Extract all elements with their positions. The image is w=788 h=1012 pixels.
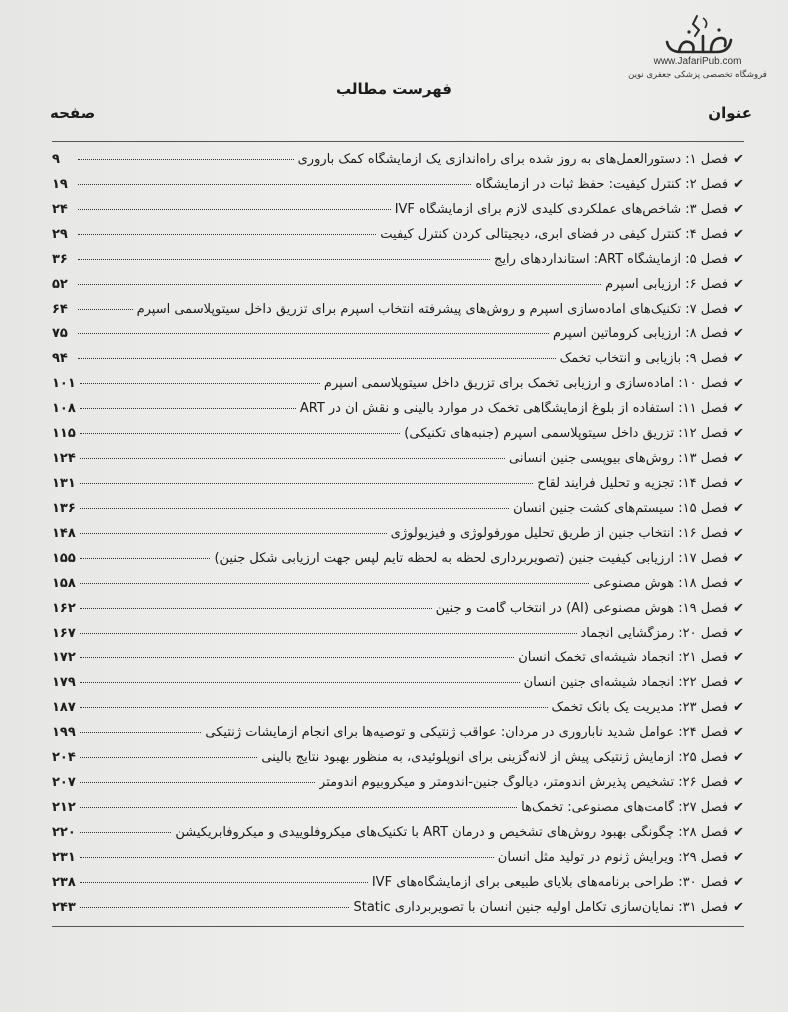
column-header-page: صفحه: [50, 104, 96, 122]
toc-entry-page-number: ۱۷۲: [52, 650, 76, 666]
dot-leader: [80, 383, 320, 384]
checkmark-icon: ✔: [733, 550, 744, 566]
toc-entry[interactable]: [52, 775, 744, 797]
toc-entry-page-number: ۱۳۱: [52, 475, 76, 491]
toc-entry[interactable]: [52, 376, 744, 398]
dot-leader: [80, 757, 258, 758]
dot-leader: [80, 583, 589, 584]
toc-entry-page-number: ۲۳۸: [52, 874, 76, 890]
checkmark-icon: ✔: [733, 152, 744, 167]
toc-entry-page-number: ۲۳۱: [52, 849, 76, 865]
checkmark-icon: ✔: [733, 276, 744, 292]
checkmark-icon: ✔: [733, 451, 744, 467]
dot-leader: [80, 882, 368, 883]
dot-leader: [80, 907, 350, 908]
toc-entry[interactable]: [52, 501, 744, 523]
toc-entry[interactable]: [52, 650, 744, 672]
toc-entry[interactable]: [52, 277, 744, 299]
dot-leader: [80, 508, 509, 509]
checkmark-icon: ✔: [733, 700, 744, 716]
checkmark-icon: ✔: [733, 251, 744, 267]
toc-entry-page-number: ۹۴: [52, 351, 68, 367]
toc-entry[interactable]: [52, 725, 744, 747]
dot-leader: [80, 558, 211, 559]
toc-entry-page-number: ۲۰۴: [52, 750, 76, 766]
dot-leader: [80, 483, 533, 484]
toc-entry[interactable]: [52, 700, 744, 722]
toc-entry[interactable]: [52, 800, 744, 822]
checkmark-icon: ✔: [733, 201, 744, 217]
toc-entry-title: فصل ۲۹: ویرایش ژنوم در تولید مثل انسان: [497, 849, 729, 865]
dot-leader: [78, 184, 471, 185]
toc-entry-page-number: ۲۴۳: [52, 899, 76, 915]
dot-leader: [80, 707, 548, 708]
toc-entry-page-number: ۱۶۷: [52, 625, 76, 641]
checkmark-icon: ✔: [733, 750, 744, 766]
toc-entry-page-number: ۱۹: [52, 176, 68, 192]
toc-entry-page-number: ۱۹۹: [52, 725, 76, 741]
dot-leader: [78, 284, 601, 285]
toc-entry-page-number: ۱۴۸: [52, 525, 76, 541]
toc-entry[interactable]: [52, 451, 744, 473]
column-header-title: عنوان: [708, 104, 752, 122]
toc-entry-page-number: ۱۰۸: [52, 401, 76, 417]
toc-entry-page-number: ۱۲۴: [52, 451, 76, 467]
checkmark-icon: ✔: [733, 625, 744, 641]
toc-entry-title: فصل ۱۹: هوش مصنوعی (AI) در انتخاب گامت و جنین: [435, 600, 729, 616]
dot-leader: [80, 633, 577, 634]
dot-leader: [78, 234, 376, 235]
toc-entry[interactable]: [52, 302, 744, 324]
toc-entry-title: فصل ۱۸: هوش مصنوعی: [593, 575, 729, 591]
toc-entry-page-number: ۹: [52, 152, 60, 167]
checkmark-icon: ✔: [733, 575, 744, 591]
toc-entry[interactable]: [52, 675, 744, 697]
toc-entry[interactable]: [52, 825, 744, 847]
dot-leader: [80, 533, 387, 534]
toc-entry-page-number: ۲۲۰: [52, 824, 76, 840]
dot-leader: [80, 807, 517, 808]
toc-entry-title: فصل ۳: شاخص‌های عملکردی کلیدی لازم برای آزمایشگاه IVF: [394, 201, 729, 217]
checkmark-icon: ✔: [733, 176, 744, 192]
toc-entry-page-number: ۱۷۹: [52, 675, 76, 691]
checkmark-icon: ✔: [733, 500, 744, 516]
toc-entry[interactable]: [52, 202, 744, 224]
dot-leader: [80, 608, 432, 609]
toc-entry-title: فصل ۲۳: مدیریت یک بانک تخمک: [551, 700, 729, 716]
publisher-url: www.JafariPub.com: [653, 56, 742, 67]
checkmark-icon: ✔: [733, 849, 744, 865]
toc-entry[interactable]: [52, 626, 744, 648]
toc-entry-page-number: ۱۸۷: [52, 700, 76, 716]
top-divider: [52, 141, 744, 142]
dot-leader: [78, 159, 294, 160]
checkmark-icon: ✔: [733, 899, 744, 915]
toc-entry-title: فصل ۳۰: طراحی برنامه‌های بلایای طبیعی برای آزمایشگاه‌های IVF: [371, 874, 729, 890]
toc-entry-title: فصل ۶: ارزیابی اسپرم: [605, 276, 729, 292]
checkmark-icon: ✔: [733, 351, 744, 367]
toc-entry[interactable]: [52, 476, 744, 498]
dot-leader: [78, 333, 549, 334]
toc-entry-page-number: ۱۵۵: [52, 550, 76, 566]
checkmark-icon: ✔: [733, 775, 744, 791]
toc-entry[interactable]: [52, 227, 744, 249]
toc-entry-page-number: ۲۹: [52, 226, 68, 242]
dot-leader: [78, 358, 556, 359]
toc-entry-title: فصل ۲۶: تشخیص پذیرش اندومتر، دیالوگ جنین-آندومتر و میکروبیوم آندومتر: [319, 775, 729, 791]
toc-entry-page-number: ۱۶۲: [52, 600, 76, 616]
checkmark-icon: ✔: [733, 600, 744, 616]
toc-entry-page-number: ۱۳۶: [52, 500, 76, 516]
toc-entry-title: فصل ۱۰: آماده‌سازی و ارزیابی تخمک برای تزریق داخل سیتوپلاسمی اسپرم: [323, 376, 729, 392]
checkmark-icon: ✔: [733, 426, 744, 442]
toc-entry-title: فصل ۱۶: انتخاب جنین از طریق تحلیل مورفولوژی و فیزیولوژی: [390, 525, 729, 541]
toc-entry-page-number: ۲۱۲: [52, 799, 76, 815]
toc-entry[interactable]: [52, 601, 744, 623]
dot-leader: [80, 433, 400, 434]
checkmark-icon: ✔: [733, 475, 744, 491]
toc-entry-title: فصل ۲۴: عوامل شدید ناباروری در مردان: عواقب ژنتیکی و توصیه‌ها برای انجام آزمایشات ژنتیکی: [205, 725, 729, 741]
checkmark-icon: ✔: [733, 675, 744, 691]
checkmark-icon: ✔: [733, 226, 744, 242]
toc-entry-page-number: ۳۶: [52, 251, 68, 267]
dot-leader: [80, 458, 505, 459]
checkmark-icon: ✔: [733, 874, 744, 890]
toc-entry[interactable]: [52, 426, 744, 448]
toc-entry-page-number: ۱۰۱: [52, 376, 76, 392]
toc-entry[interactable]: [52, 351, 744, 373]
toc-entry-title: فصل ۱۷: ارزیابی کیفیت جنین (تصویربرداری لحظه به لحظه تایم لپس جهت ارزیابی شکل جنین): [214, 550, 729, 566]
checkmark-icon: ✔: [733, 525, 744, 541]
toc-entry-title: فصل ۲۸: چگونگی بهبود روش‌های تشخیص و درمان ART با تکنیک‌های میکروفلوییدی و میکروفابریکیشن: [175, 824, 729, 840]
jafari-logo-icon: [659, 12, 737, 58]
toc-entry-page-number: ۶۴: [52, 301, 68, 317]
toc-entry-page-number: ۲۴: [52, 201, 68, 217]
toc-entry-title: فصل ۱: دستورالعمل‌های به روز شده برای راه‌اندازی یک آزمایشگاه کمک باروری: [297, 152, 729, 167]
toc-entry-title: فصل ۱۵: سیستم‌های کشت جنین انسان: [513, 500, 729, 516]
toc-entry-title: فصل ۵: آزمایشگاه ART: استانداردهای رایج: [494, 251, 729, 267]
checkmark-icon: ✔: [733, 401, 744, 417]
dot-leader: [78, 309, 133, 310]
dot-leader: [78, 209, 391, 210]
toc-entry-title: فصل ۲۰: رمزگشایی انجماد: [580, 625, 729, 641]
checkmark-icon: ✔: [733, 650, 744, 666]
dot-leader: [78, 259, 490, 260]
dot-leader: [80, 657, 514, 658]
publisher-shop-name: فروشگاه تخصصی پزشکی جعفری نوین: [628, 70, 767, 80]
checkmark-icon: ✔: [733, 301, 744, 317]
checkmark-icon: ✔: [733, 799, 744, 815]
toc-entry[interactable]: [52, 326, 744, 348]
toc-entry[interactable]: [52, 152, 744, 174]
toc-entry-title: فصل ۲۷: گامت‌های مصنوعی: تخمک‌ها: [521, 799, 729, 815]
bottom-divider: [52, 926, 744, 927]
toc-entry-title: فصل ۹: بازیابی و انتخاب تخمک: [559, 351, 729, 367]
toc-entry-title: فصل ۱۲: تزریق داخل سیتوپلاسمی اسپرم (جنبه‌های تکنیکی): [404, 426, 729, 442]
checkmark-icon: ✔: [733, 376, 744, 392]
toc-entry-title: فصل ۸: ارزیابی کروماتین اسپرم: [553, 326, 729, 342]
table-of-contents: [52, 152, 744, 922]
toc-entry-page-number: ۱۵۸: [52, 575, 76, 591]
toc-entry[interactable]: [52, 252, 744, 274]
toc-entry-title: فصل ۲: کنترل کیفیت: حفظ ثبات در آزمایشگاه: [475, 176, 729, 192]
toc-entry-title: فصل ۷: تکنیک‌های آماده‌سازی اسپرم و روش‌های پیشرفته انتخاب اسپرم برای تزریق داخل سیتوپلاسمی اسپرم: [136, 301, 729, 317]
toc-entry-page-number: ۱۱۵: [52, 426, 76, 442]
dot-leader: [80, 857, 494, 858]
page-title: فهرست مطالب: [336, 80, 452, 98]
toc-entry-title: فصل ۲۱: انجماد شیشه‌ای تخمک انسان: [518, 650, 729, 666]
toc-entry[interactable]: [52, 750, 744, 772]
toc-entry[interactable]: [52, 900, 744, 922]
toc-entry-title: فصل ۲۵: آزمایش ژنتیکی پیش از لانه‌گزینی برای آنوپلوئیدی، به منظور بهبود نتایج بالینی: [261, 750, 729, 766]
checkmark-icon: ✔: [733, 326, 744, 342]
toc-entry[interactable]: [52, 526, 744, 548]
toc-entry[interactable]: [52, 576, 744, 598]
dot-leader: [80, 732, 202, 733]
toc-entry[interactable]: [52, 875, 744, 897]
toc-entry-title: فصل ۱۱: استفاده از بلوغ آزمایشگاهی تخمک در موارد بالینی و نقش آن در ART: [299, 401, 729, 417]
toc-entry-title: فصل ۱۴: تجزیه و تحلیل فرایند لقاح: [537, 475, 729, 491]
toc-entry[interactable]: [52, 401, 744, 423]
toc-entry-title: فصل ۱۳: روش‌های بیوپسی جنین انسانی: [509, 451, 729, 467]
dot-leader: [80, 682, 520, 683]
toc-entry-title: فصل ۳۱: نمایان‌سازی تکامل اولیه جنین انسان با تصویربرداری Static: [353, 899, 729, 915]
checkmark-icon: ✔: [733, 824, 744, 840]
toc-entry-title: فصل ۴: کنترل کیفی در فضای ابری، دیجیتالی کردن کنترل کیفیت: [380, 226, 729, 242]
toc-entry-page-number: ۵۲: [52, 276, 68, 292]
checkmark-icon: ✔: [733, 725, 744, 741]
dot-leader: [80, 782, 315, 783]
dot-leader: [80, 832, 172, 833]
toc-entry-title: فصل ۲۲: انجماد شیشه‌ای جنین انسان: [523, 675, 729, 691]
toc-entry[interactable]: [52, 850, 744, 872]
toc-entry[interactable]: [52, 551, 744, 573]
toc-entry-page-number: ۷۵: [52, 326, 68, 342]
toc-entry-page-number: ۲۰۷: [52, 775, 76, 791]
dot-leader: [80, 408, 296, 409]
toc-entry[interactable]: [52, 177, 744, 199]
